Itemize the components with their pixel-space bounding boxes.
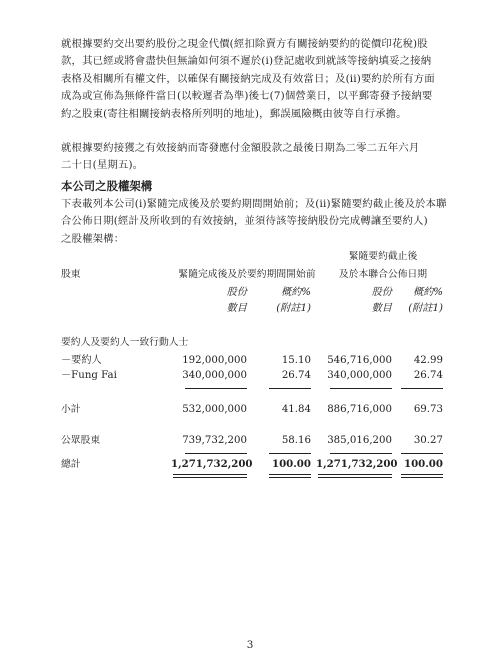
table-cell: 385,016,200 [327,435,392,446]
rule [401,453,443,454]
double-rule [269,477,311,478]
double-rule [401,477,443,478]
page-number: 3 [246,639,254,651]
table-cell: 340,000,000 [182,370,247,381]
text-line: 二十日(星期五)。 [61,159,144,172]
table-cell: 100.00 [404,458,443,470]
table-cell: 26.74 [281,370,311,381]
double-rule [401,474,443,475]
header-group1: 緊隨完成後及於要約期間開始前 [178,269,316,280]
section-heading: 本公司之股權架構 [61,179,153,193]
table-cell: 532,000,000 [182,404,247,415]
header-group2-line1: 緊隨要約截止後 [348,251,418,262]
subheader-percent: 概約% [280,287,311,298]
double-rule [269,474,311,475]
table-cell: 58.16 [281,435,311,446]
subheader-note: (附註1) [276,303,311,314]
table-cell: 1,271,732,200 [316,458,398,470]
table-cell: 26.74 [413,370,443,381]
table-cell: 41.84 [281,404,311,415]
total-label: 總計 [61,459,81,470]
rule [269,453,311,454]
text-line: 合公佈日期(經計及所收到的有效接納，並須待該等接納股份完成轉讓至要約人) [61,215,428,228]
header-group2-line2: 及於本聯合公佈日期 [338,269,428,280]
double-rule [173,474,247,475]
paragraph-table-intro [61,196,447,248]
table-cell: 69.73 [413,404,443,415]
text-line: 之股權架構： [61,232,125,245]
text-line: 成為或宣佈為無條件當日(以較遲者為準)後七(7)個營業日，以平郵寄發予接納要 [61,90,433,103]
subheader-note: (附註1) [408,303,443,314]
group-label: 要約人及要約人一致行動人士 [61,337,189,348]
double-rule [173,477,247,478]
table-cell: 739,732,200 [182,435,247,446]
header-shareholder: 股東 [61,269,81,280]
table-cell: 886,716,000 [327,404,392,415]
rule [401,388,443,389]
subheader-shares: 股份 [226,287,247,298]
text-line: 表格及相關所有權文件，以確保有關接納完成及有效當日；及(ii)要約於所有方面 [61,72,435,85]
rule [330,453,392,454]
rule [330,388,392,389]
total-row [61,458,443,488]
subheader-percent: 概約% [412,287,443,298]
table-cell: 192,000,000 [182,355,247,366]
table-cell: 42.99 [413,355,443,366]
paragraph-settlement [61,36,443,123]
text-line: 約之股東(寄往相關接納表格所列明的地址)，郵誤風險概由彼等自行承擔。 [61,107,407,120]
text-line: 款，其已經或將會盡快但無論如何須不遲於(i)登記處收到就該等接納填妥之接納 [61,55,432,68]
table-cell: 340,000,000 [327,370,392,381]
table-cell: 100.00 [272,458,311,470]
rule [185,453,247,454]
shareholding-table [61,248,443,468]
table-row-label: －Fung Fai [61,370,117,381]
table-row-label: －要約人 [61,355,102,366]
subheader-shares: 數目 [371,303,392,314]
double-rule [318,477,392,478]
double-rule [318,474,392,475]
rule [185,388,247,389]
public-label: 公眾股東 [61,435,101,446]
text-line: 下表載列本公司(i)緊隨完成後及於要約期間開始前；及(ii)緊隨要約截止後及於本聯 [61,198,447,210]
subtotal-label: 小計 [61,404,81,415]
subheader-shares: 數目 [226,303,247,314]
subheader-shares: 股份 [371,287,392,298]
table-cell: 30.27 [413,435,443,446]
rule [269,388,311,389]
paragraph-last-date [61,140,443,175]
table-cell: 546,716,000 [327,355,392,366]
table-cell: 1,271,732,200 [171,458,253,470]
text-line: 就根據要約交出要約股份之現金代價(經扣除賣方有關接納要約的從價印花稅)股 [61,38,428,50]
table-cell: 15.10 [281,355,311,366]
text-line: 就根據要約接獲之有效接納而寄發應付金額股款之最後日期為二零二五年六月 [61,142,420,154]
